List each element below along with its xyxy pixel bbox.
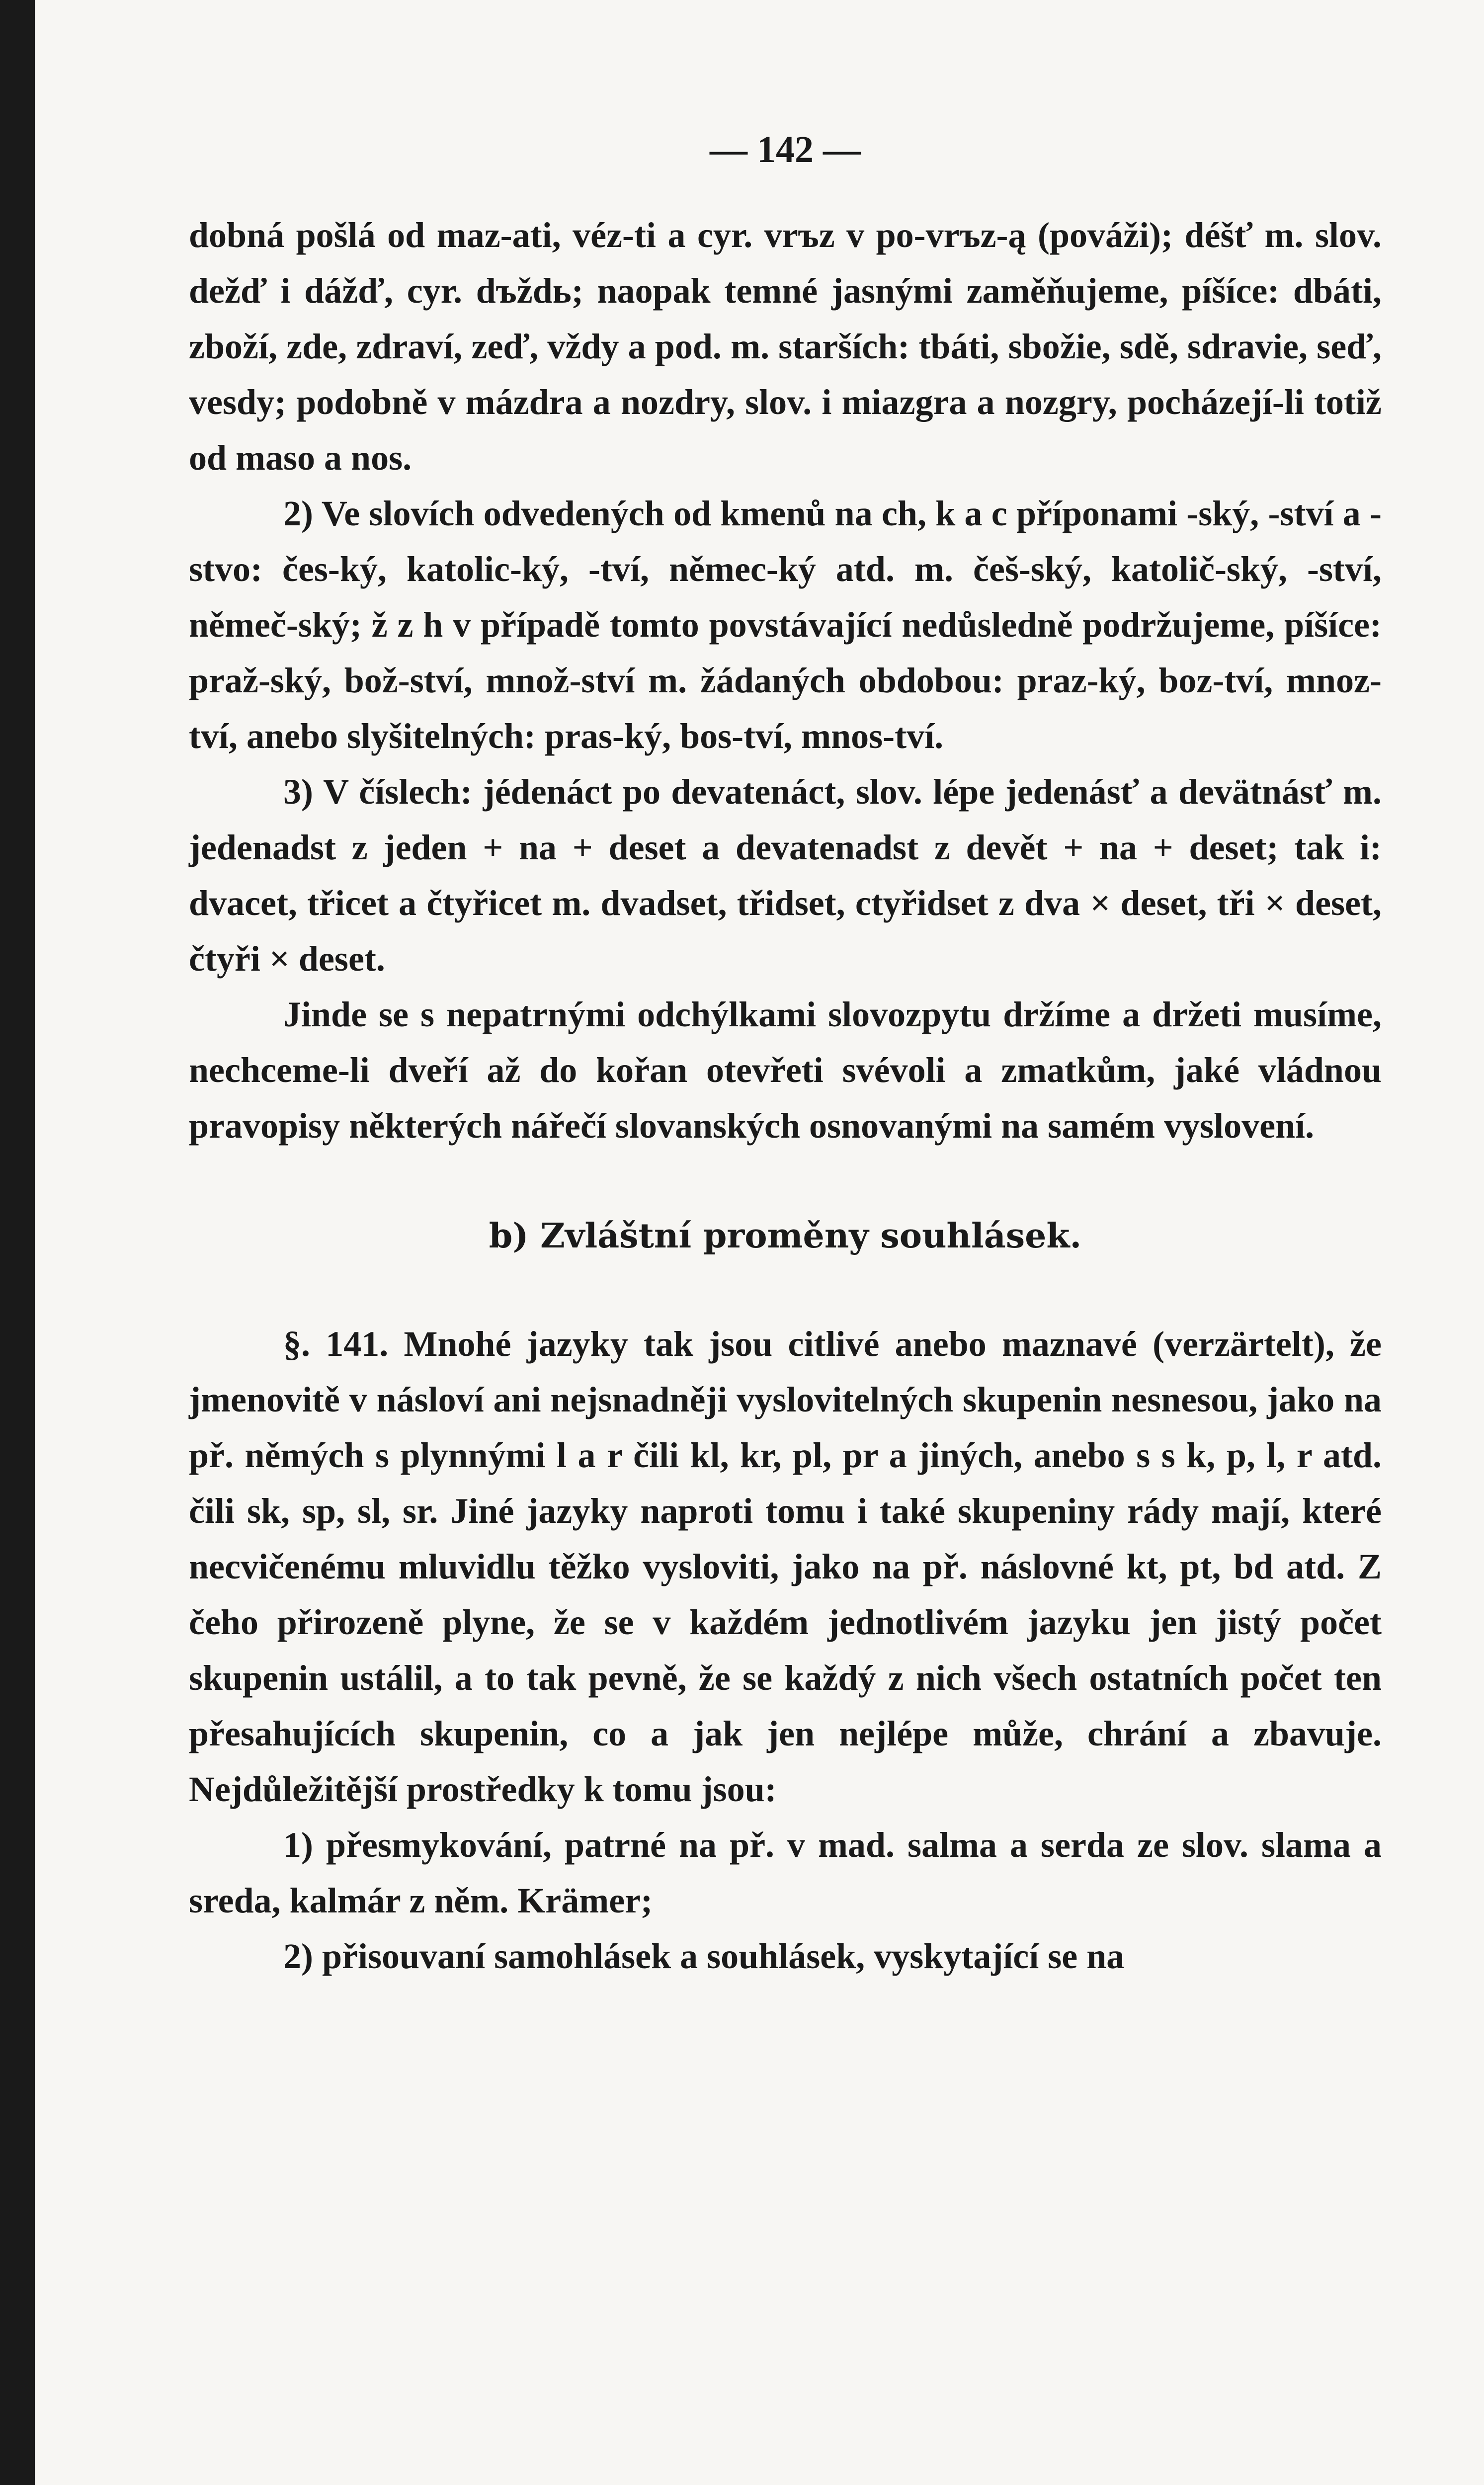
page-number: — 142 — xyxy=(710,129,861,170)
paragraph: 2) přisouvaní samohlásek a souhlásek, vyskytající se na xyxy=(283,1936,1125,1976)
paragraph: Jinde se s nepatrnými odchýlkami slovozpytu držíme a držeti musíme, nechceme-li dveří až do kořan otevřeti svévoli a zmatkům, jaké vládnou pravopisy některých nářečí slovanských osnovanými na samém vyslovení. xyxy=(189,994,1382,1146)
section-heading: b) Zvláštní proměny souhlásek. xyxy=(489,1216,1082,1256)
paragraph: 3) V číslech: jédenáct po devatenáct, slov. lépe jedenásť a devätnásť m. jedenadst z jeden + na + deset a devatenadst z devět + na + deset; tak i: dvacet, třicet a čtyřicet m. dvadset, třidset, ctyřidset z dva × deset, tři × deset, čtyři × deset. xyxy=(189,772,1382,979)
paragraph: 1) přesmykování, patrné na př. v mad. salma a serda ze slov. slama a sreda, kalmár z něm. Krämer; xyxy=(189,1825,1382,1920)
paragraph: 2) Ve slovích odvedených od kmenů na ch, k a c příponami -ský, -ství a -stvo: čes-ký, katolic-ký, -tví, němec-ký atd. m. češ-ský, katolič-ský, -ství, němeč-ský; ž z h v případě tomto povstávající nedůsledně podržujeme, píšíce: praž-ský, bož-ství, množ-ství m. žádaných obdobou: praz-ký, boz-tví, mnoz-tví, anebo slyšitelných: pras-ký, bos-tví, mnos-tví. xyxy=(189,494,1382,756)
scan-edge-left xyxy=(0,0,35,2485)
paragraph: §. 141. Mnohé jazyky tak jsou citlivé anebo maznavé (verzärtelt), že jmenovitě v násloví ani nejsnadněji vyslovitelných skupenin nesnesou, jako na př. němých s plynnými l a r čili kl, kr, pl, pr a jiných, anebo s s k, p, l, r atd. čili sk, sp, sl, sr. Jiné jazyky naproti tomu i také skupeniny rády mají, které necvičenému mluvidlu těžko vysloviti, jako na př. náslovné kt, pt, bd atd. Z čeho přirozeně plyne, že se v každém jednotlivém jazyku jen jistý počet skupenin ustálil, a to tak pevně, že se každý z nich všech ostatních počet ten přesahujících skupenin, co a jak jen nejlépe může, chrání a zbavuje. Nejdůležitější prostředky k tomu jsou: xyxy=(189,1324,1382,1809)
paragraph: dobná pošlá od maz-ati, véz-ti a cyr. vrъz v po-vrъz-ą (pováži); déšť m. slov. dežď i dážď, cyr. dъždь; naopak temné jasnými zaměňujeme, píšíce: dbáti, zboží, zde, zdraví, zeď, vždy a pod. m. starších: tbáti, sbožie, sdě, sdravie, seď, vesdy; podobně v mázdra a nozdry, slov. i miazgra a nozgry, pocházejí-li totiž od maso a nos. xyxy=(189,215,1382,478)
text-block xyxy=(189,122,1382,1984)
